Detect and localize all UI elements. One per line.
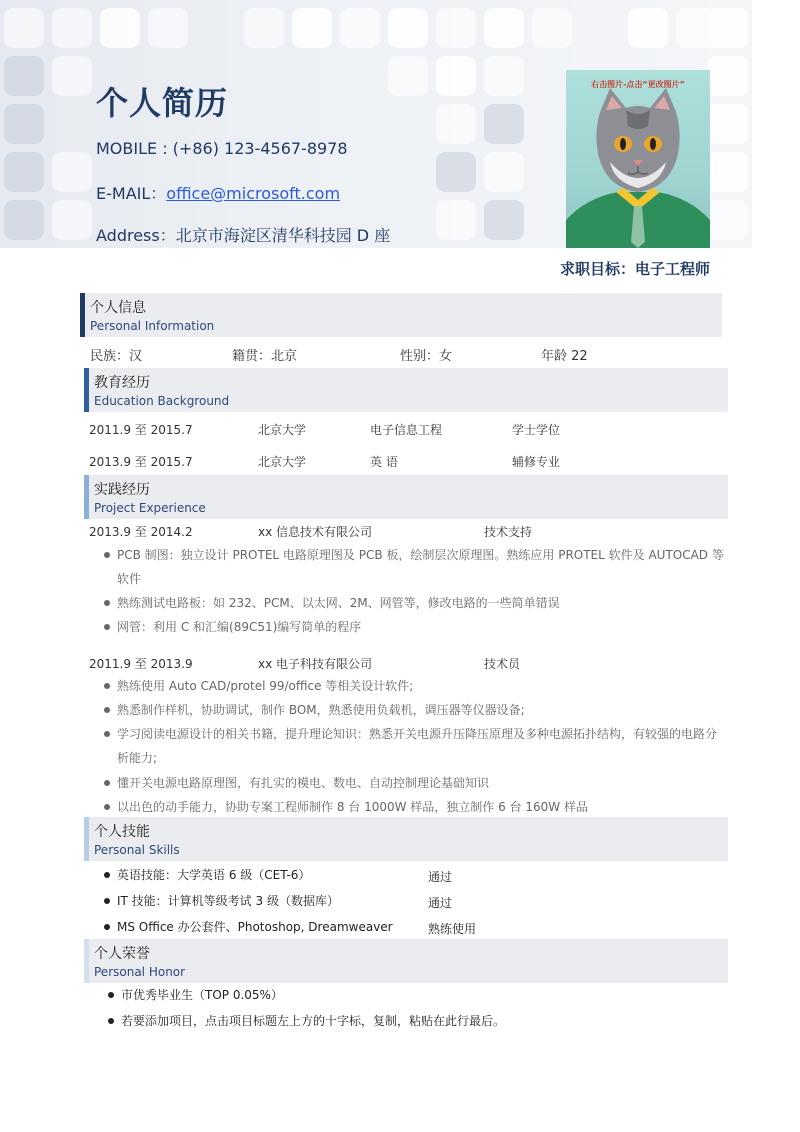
edu-degree: 学士学位 bbox=[512, 423, 561, 437]
job-bullet: PCB 制图：独立设计 PROTEL 电路原理图及 PCB 板，绘制层次原理图。熟练应用 PROTEL 软件及 AUTOCAD 等软件 bbox=[104, 543, 724, 591]
section-title-en: Personal Skills bbox=[94, 843, 180, 857]
skill-level: 熟练使用 bbox=[428, 922, 477, 936]
job-bullet: 学习阅读电源设计的相关书籍，提升理论知识：熟悉开关电源升压降压原理及多种电源拓扑结构，有较强的电路分析能力; bbox=[104, 722, 724, 770]
job-date: 2011.9 至 2013.9 bbox=[89, 657, 193, 671]
honor-item: 市优秀毕业生（TOP 0.05%） bbox=[108, 983, 728, 1007]
photo-hint: 右击图片-点击“更改图片” bbox=[591, 80, 685, 89]
field-hometown: 籍贯：北京 bbox=[232, 349, 298, 364]
email-label: E-MAIL： bbox=[96, 184, 167, 203]
edu-school: 北京大学 bbox=[258, 455, 307, 469]
job-objective: 求职目标：电子工程师 bbox=[559, 260, 710, 278]
section-title-cn: 个人信息 bbox=[90, 300, 146, 316]
section-skills bbox=[84, 817, 728, 861]
edu-major: 英 语 bbox=[370, 455, 398, 469]
section-title-en: Personal Information bbox=[90, 319, 215, 333]
job-bullet: 熟练测试电路板：如 232、PCM、以太网、2M、网管等，修改电路的一些简单错误 bbox=[104, 591, 724, 615]
section-education bbox=[84, 368, 728, 412]
section-bar bbox=[84, 939, 89, 983]
section-title-en: Education Background bbox=[94, 394, 230, 408]
skill-item: IT 技能：计算机等级考试 3 级（数据库） bbox=[104, 889, 404, 913]
job-bullet: 懂开关电源电路原理图，有扎实的模电、数电、自动控制理论基础知识 bbox=[104, 771, 724, 795]
skill-item: 英语技能：大学英语 6 级（CET-6） bbox=[104, 863, 404, 887]
address-line: Address：北京市海淀区清华科技园 D 座 bbox=[96, 226, 391, 245]
edu-date: 2013.9 至 2015.7 bbox=[89, 455, 193, 469]
job-bullet: 熟练使用 Auto CAD/protel 99/office 等相关设计软件; bbox=[104, 674, 724, 698]
honor-item: 若要添加项目，点击项目标题左上方的十字标，复制，粘贴在此行最后。 bbox=[108, 1009, 728, 1033]
job-company: xx 信息技术有限公司 bbox=[258, 525, 373, 539]
field-ethnicity: 民族：汉 bbox=[90, 349, 143, 364]
section-bar bbox=[84, 368, 89, 412]
job-role: 技术支持 bbox=[484, 525, 533, 539]
section-title-cn: 个人荣誉 bbox=[94, 946, 150, 962]
edu-degree: 辅修专业 bbox=[512, 455, 561, 469]
email-line bbox=[96, 181, 340, 204]
job-date: 2013.9 至 2014.2 bbox=[89, 525, 193, 539]
mobile-line: MOBILE : (+86) 123-4567-8978 bbox=[96, 139, 348, 158]
job-role: 技术员 bbox=[484, 657, 521, 671]
skill-item: MS Office 办公套件、Photoshop, Dreamweaver bbox=[104, 915, 404, 939]
job-company: xx 电子科技有限公司 bbox=[258, 657, 373, 671]
section-project-experience bbox=[84, 475, 728, 519]
job-bullet: 以出色的动手能力，协助专案工程师制作 8 台 1000W 样品，独立制作 6 台 160W 样品 bbox=[104, 795, 724, 819]
section-personal-info bbox=[80, 293, 722, 337]
edu-major: 电子信息工程 bbox=[370, 423, 443, 437]
section-title-en: Personal Honor bbox=[94, 965, 186, 979]
profile-photo[interactable] bbox=[566, 70, 710, 248]
resume-title: 个人简历 bbox=[96, 84, 229, 122]
section-title-en: Project Experience bbox=[94, 501, 206, 515]
job-bullet: 熟悉制作样机，协助调试，制作 BOM，熟悉使用负载机，调压器等仪器设备; bbox=[104, 698, 724, 722]
email-link[interactable]: office@microsoft.com bbox=[166, 184, 341, 203]
section-bar bbox=[80, 293, 85, 337]
edu-school: 北京大学 bbox=[258, 423, 307, 437]
section-honor bbox=[84, 939, 728, 983]
section-title-cn: 教育经历 bbox=[94, 375, 150, 391]
cat-portrait-image bbox=[566, 70, 710, 248]
section-bar bbox=[84, 817, 89, 861]
edu-date: 2011.9 至 2015.7 bbox=[89, 423, 193, 437]
section-title-cn: 实践经历 bbox=[94, 482, 150, 498]
section-bar bbox=[84, 475, 89, 519]
section-title-cn: 个人技能 bbox=[94, 824, 150, 840]
field-age: 年龄 22 bbox=[541, 349, 588, 364]
skill-level: 通过 bbox=[428, 870, 453, 884]
skill-level: 通过 bbox=[428, 896, 453, 910]
field-gender: 性别：女 bbox=[400, 349, 453, 364]
job-bullet: 网管：利用 C 和汇编(89C51)编写简单的程序 bbox=[104, 615, 724, 639]
